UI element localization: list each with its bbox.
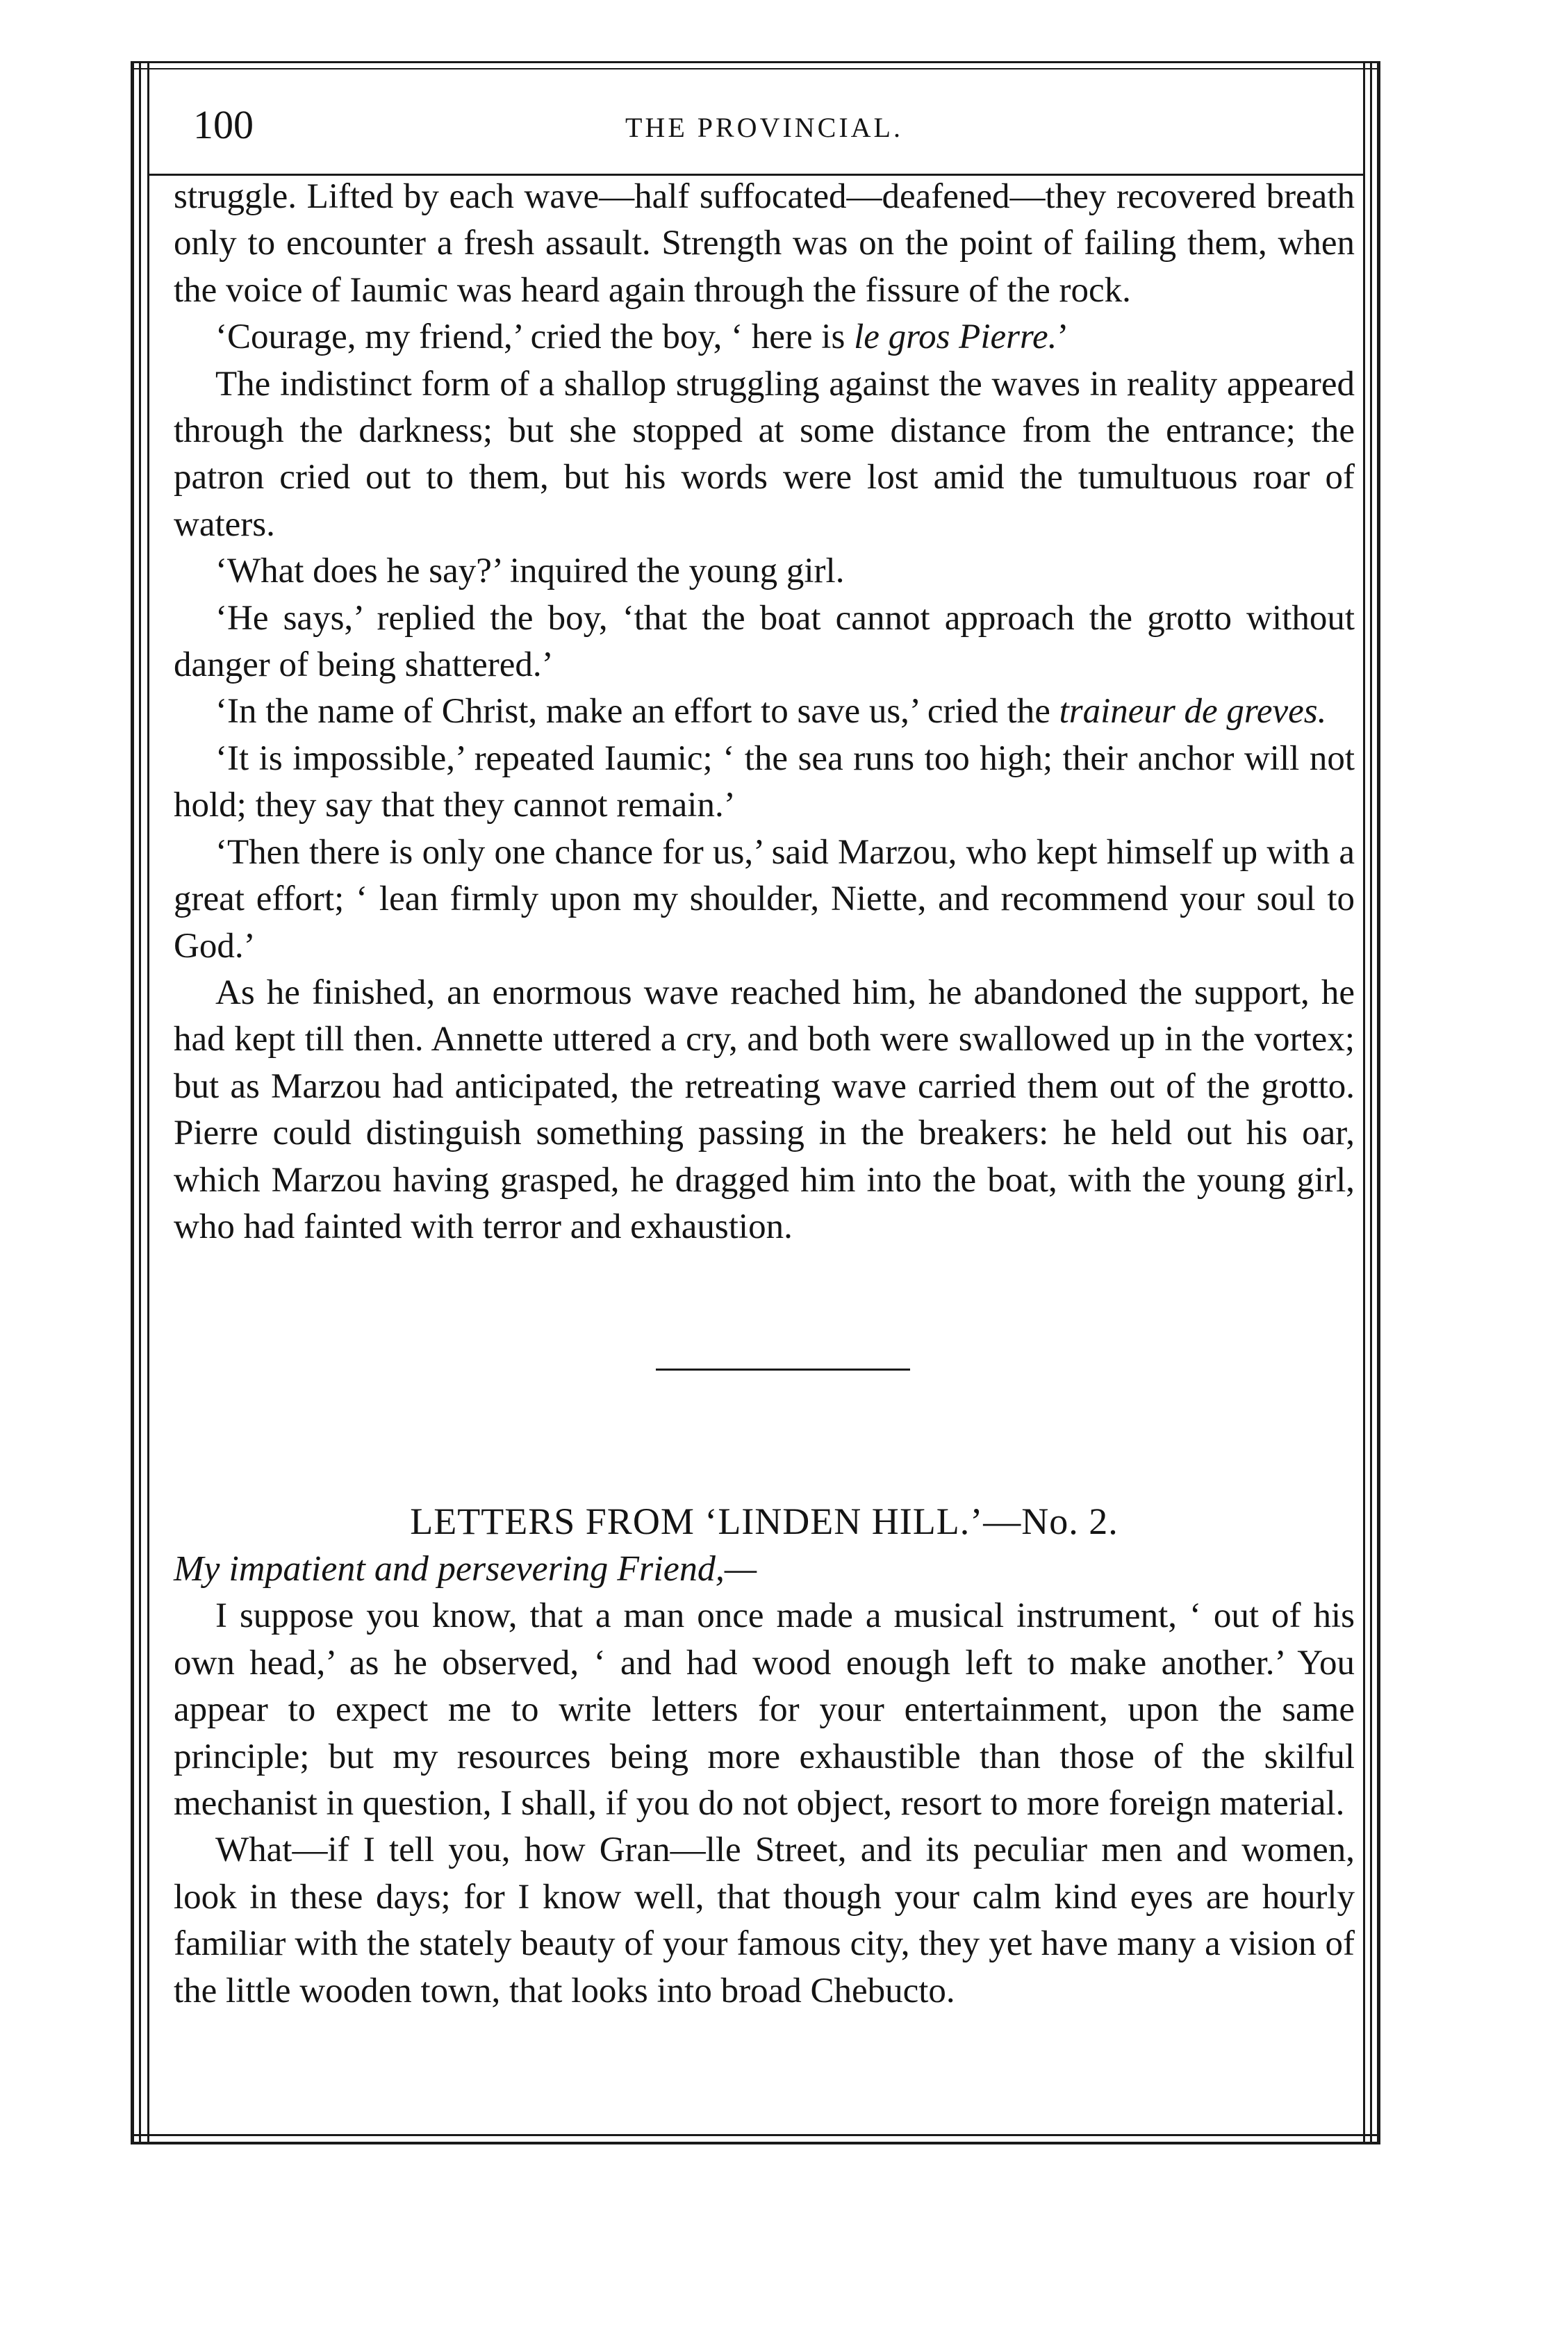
frame-rule-left-inner	[147, 61, 149, 2144]
page-content	[174, 90, 1355, 2015]
story-paragraph: ‘Then there is only one chance for us,’ said Marzou, who kept himself up with a great effort; ‘ lean firmly upon my shoulder, Niette, and recommend your soul to God.’	[174, 832, 1355, 966]
frame-rule-top-outer	[131, 61, 1380, 63]
frame-rule-left-outer	[131, 61, 134, 2144]
text-run: ‘Courage, my friend,’ cried the boy, ‘ here is	[215, 317, 855, 357]
story-paragraph: ‘He says,’ replied the boy, ‘that the boat cannot approach the grotto without danger of being shattered.’	[174, 598, 1355, 685]
frame-rule-bottom-outer	[131, 2142, 1380, 2144]
frame-rule-top-inner	[131, 68, 1380, 69]
story-paragraph: ‘It is impossible,’ repeated Iaumic; ‘ the sea runs too high; their anchor will not hold; they say that they cannot remain.’	[174, 738, 1355, 825]
section-title: LETTERS FROM ‘LINDEN HILL.’—No. 2.	[410, 1501, 1119, 1543]
page-number: 100	[193, 102, 254, 147]
text-run: ‘In the name of Christ, make an effort to save us,’ cried the	[215, 692, 1059, 732]
letter-body	[174, 1593, 1355, 2015]
italic-text: traineur de greves.	[1059, 692, 1327, 732]
letter-paragraph: I suppose you know, that a man once made a musical instrument, ‘ out of his own head,’ as he observed, ‘ and had wood enough left to make another.’ You appear to expect me to write letters for your entertainment, upon the same principle; but my resources being more exhaustible than those of the skilful mechanist in question, I shall, if you do not object, resort to more foreign material.	[174, 1596, 1355, 1823]
story-paragraph: struggle. Lifted by each wave—half suffocated—deafened—they recovered breath only to encounter a fresh assault. Strength was on the point of failing them, when the voice of Iaumic was heard again through the fissure of the rock.	[174, 177, 1355, 310]
running-title: THE PROVINCIAL.	[625, 112, 903, 143]
story-paragraph: The indistinct form of a shallop struggling against the waves in reality appeared through the darkness; but she stopped at some distance from the entrance; the patron cried out to them, but his words were lost amid the tumultuous roar of waters.	[174, 364, 1355, 544]
story-paragraph	[174, 314, 1355, 361]
frame-rule-bottom-inner	[131, 2134, 1380, 2136]
page-header	[174, 90, 1355, 174]
frame-rule-right-outer	[1377, 61, 1380, 2144]
story-body	[174, 174, 1355, 1250]
story-paragraph	[174, 688, 1355, 735]
text-run: ’	[1057, 317, 1069, 357]
italic-text: le gros Pierre.	[854, 317, 1057, 357]
frame-rule-right-middle	[1370, 61, 1372, 2144]
frame-rule-left-middle	[139, 61, 141, 2144]
letter-paragraph: What—if I tell you, how Gran—lle Street, and its peculiar men and women, look in these days; for I know well, that though your calm kind eyes are hourly familiar with the stately beauty of your famous city, they yet have many a vision of the little wooden town, that looks into broad Chebucto.	[174, 1830, 1355, 2010]
letter-salutation: My impatient and persevering Friend,—	[174, 1549, 757, 1589]
story-paragraph: As he finished, an enormous wave reached him, he abandoned the support, he had kept till then. Annette uttered a cry, and both were swallowed up in the vortex; but as Marzou had anticipated, the retreating wave carried them out of the grotto. Pierre could distinguish something passing in the breakers: he held out his oar, which Marzou having grasped, he dragged him into the boat, with the young girl, who had fainted with terror and exhaustion.	[174, 973, 1355, 1246]
section-separator	[618, 1369, 910, 1371]
story-paragraph: ‘What does he say?’ inquired the young girl.	[215, 552, 845, 591]
frame-rule-right-inner	[1363, 61, 1365, 2144]
